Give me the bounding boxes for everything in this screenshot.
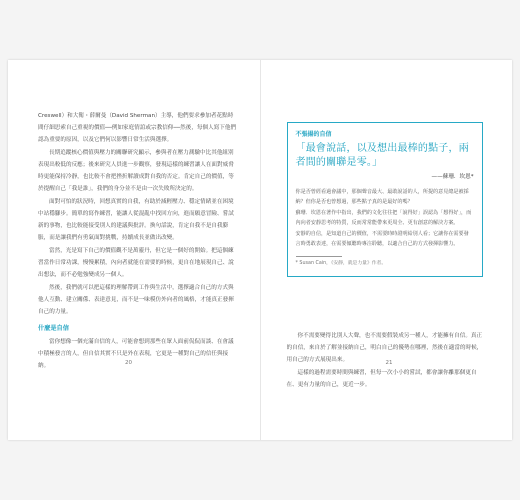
right-page [261, 60, 513, 440]
paragraph: 然後，我們就可以把這樣的理解帶到工作與生活中，選擇適合自己的方式與他人互動、建立關係、表達意見，而不是一味模仿外向者的風格，才能真正發揮自己的力量。 [38, 285, 234, 315]
book-spread [8, 60, 512, 440]
page-number: 21 [385, 360, 393, 366]
paragraph: 面對可怕的狀況時，回想真實的自我，有助於減輕壓力、穩定情緒並在困境中站穩腳步。簡單的寫作練習，能讓人從混亂中找回方向，進而願意冒險、嘗試新的事物，也比較能接受別人的建議與批評。換句話說，肯定自我不是自我膨脹，而是讓我們有勇氣面對挑戰，持續成長並做出改變。 [38, 199, 234, 241]
paragraph: 你不需要變得比別人大聲，也不需要假裝成另一種人，才能擁有自信。真正的自信，來自於了解並接納自己，明白自己的優勢在哪裡，然後在適當的時候，用自己的方式展現出來。 [286, 333, 483, 363]
quote-attribution: ——蘇珊．坎恩* [431, 174, 474, 180]
box-paragraph: 安靜的自信，是知道自己的價值，不需要時時證明給別人看；它讓你在需要發言時勇敢表達，在需要傾聽時專注聆聽，以適合自己的方式發揮影響力。 [295, 231, 469, 247]
footnote: * Susan Cain，《安靜，就是力量》作者。 [295, 261, 387, 266]
paragraph: Creswell）和大衛・薛爾曼（David Sherman）主導，他們要求參加者花點時間仔細思索自己重視的價值──例如家庭情誼或宗教信仰──然後，每個人寫下他們認為重要的原因，以及它們何以影響日常生活與選擇。 [38, 113, 237, 143]
footnote-divider [296, 256, 342, 257]
box-label: 不張揚的自信 [295, 131, 332, 138]
paragraph: 當然，光是寫下自己的價值觀不是萬靈丹，但它是一個好的開始。把這個練習當作日常功課，慢慢累積，內向者就能在需要的時候，更自在地展現自己、說出想法，而不必勉強變成另一個人。 [38, 248, 234, 278]
box-paragraph: 蘇珊．坎恩在著作中指出，我們的文化往往把「說得好」誤認為「想得好」，而內向者安靜思考的特質，反而常常能帶來更周全、更有創意的解決方案。 [295, 210, 472, 226]
box-paragraph: 你是否曾經看過會議中，那個聲音最大、最敢說話的人，所提的意見總是被採納？但你是否也曾想過，那些點子真的是最好的嗎？ [295, 189, 469, 205]
section-heading: 什麼是自信 [38, 325, 69, 332]
paragraph: 這樣的過程需要時間與練習，但每一次小小的嘗試，都會讓你離那個更自在、更有力量的自己，更近一步。 [286, 370, 477, 388]
left-page-body [38, 110, 238, 372]
box-body [296, 188, 474, 249]
sidebar-quote-box [287, 122, 483, 277]
page-number: 20 [125, 360, 132, 366]
pull-quote: 「最會說話，以及想出最棒的點子，兩者間的關聯是零。」 [295, 143, 469, 168]
paragraph: 當你想像一個充滿自信的人，可能會想到那些在眾人面前侃侃而談、在會議中積極發言的人，但自信其實不只是外在表現，它更是一種對自己的信任與接納。 [38, 339, 234, 369]
paragraph: 長期追蹤核心價值與壓力的關聯研究顯示，參與者在壓力測驗中比其他組別表現出較低的反應；後來研究人員進一步觀察，發現這樣的練習讓人在面對威脅時更能保持冷靜，也比較不會把挫折解讀成對自我的否定。肯定自己的價值，等於提醒自己「我是誰」，我們的身分並不是由一次失敗所決定的。 [38, 150, 234, 192]
left-page [8, 60, 261, 440]
